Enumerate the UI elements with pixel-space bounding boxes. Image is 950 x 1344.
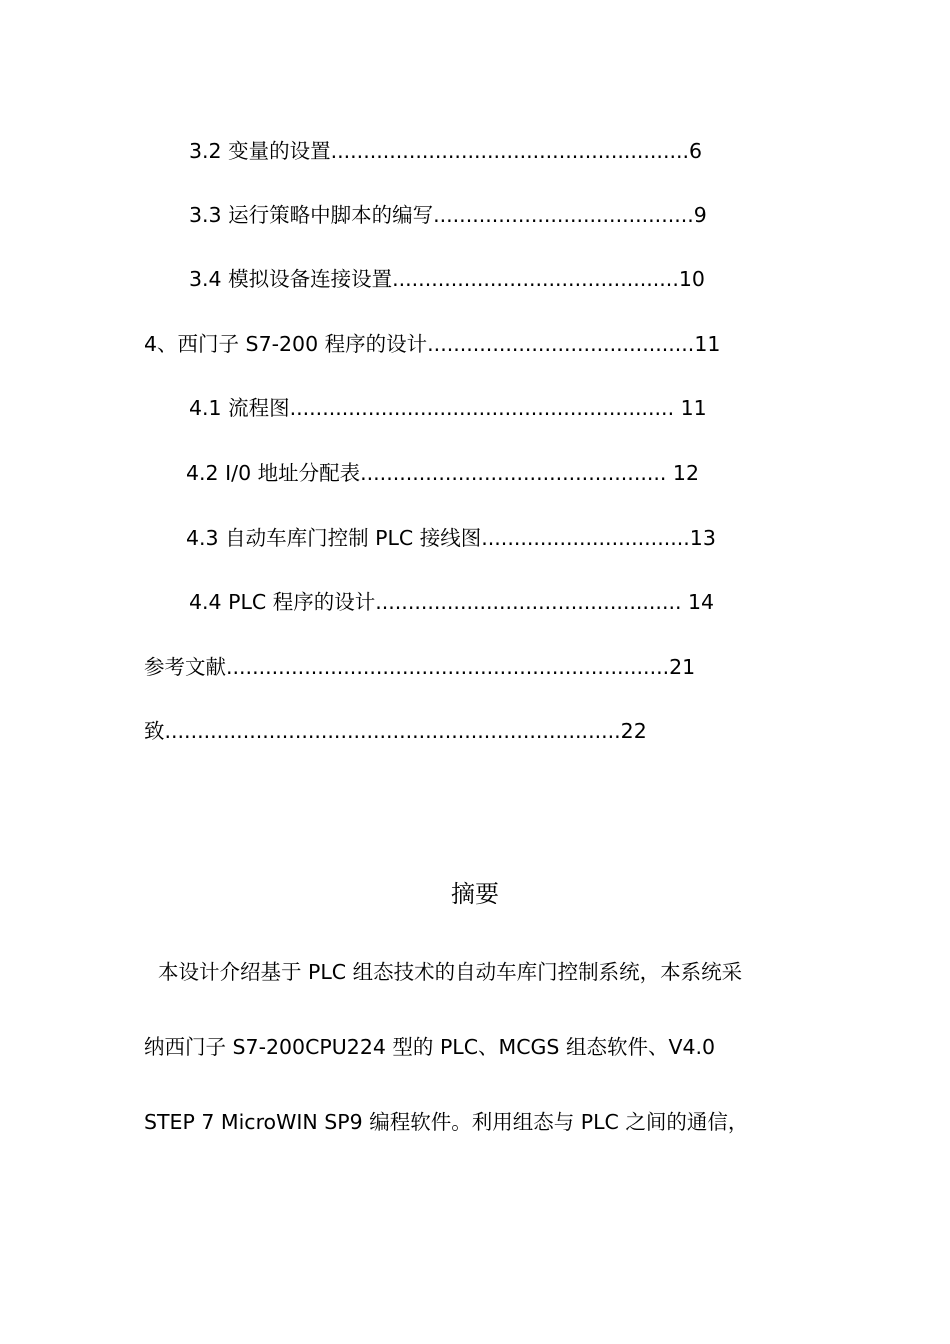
toc-entry-4[interactable]: 4、西门子 S7-200 程序的设计.........................................11	[144, 332, 721, 356]
toc-entry-3-2[interactable]: 3.2 变量的设置.......................................................6	[189, 139, 703, 163]
abstract-paragraph-line: STEP 7 MicroWIN SP9 编程软件。利用组态与 PLC 之间的通信，	[144, 1110, 749, 1134]
abstract-paragraph-line: 本设计介绍基于 PLC 组态技术的自动车库门控制系统，本系统采	[158, 960, 743, 984]
abstract-title: 摘要	[451, 880, 499, 908]
abstract-paragraph-line: 纳西门子 S7-200CPU224 型的 PLC、MCGS 组态软件、V4.0	[144, 1035, 716, 1059]
toc-entry-4-1[interactable]: 4.1 流程图........................................................... 11	[189, 396, 707, 420]
toc-entry-3-3[interactable]: 3.3 运行策略中脚本的编写........................................9	[189, 203, 707, 227]
toc-entry-4-2[interactable]: 4.2 I/0 地址分配表............................................... 12	[186, 461, 700, 485]
toc-entry-acknowledgement[interactable]: 致......................................................................22	[144, 719, 647, 743]
toc-entry-4-3[interactable]: 4.3 自动车库门控制 PLC 接线图................................13	[186, 526, 716, 550]
toc-entry-3-4[interactable]: 3.4 模拟设备连接设置............................................10	[189, 267, 705, 291]
toc-entry-references[interactable]: 参考文献....................................................................21	[144, 655, 696, 679]
toc-entry-4-4[interactable]: 4.4 PLC 程序的设计............................................... 14	[189, 590, 715, 614]
